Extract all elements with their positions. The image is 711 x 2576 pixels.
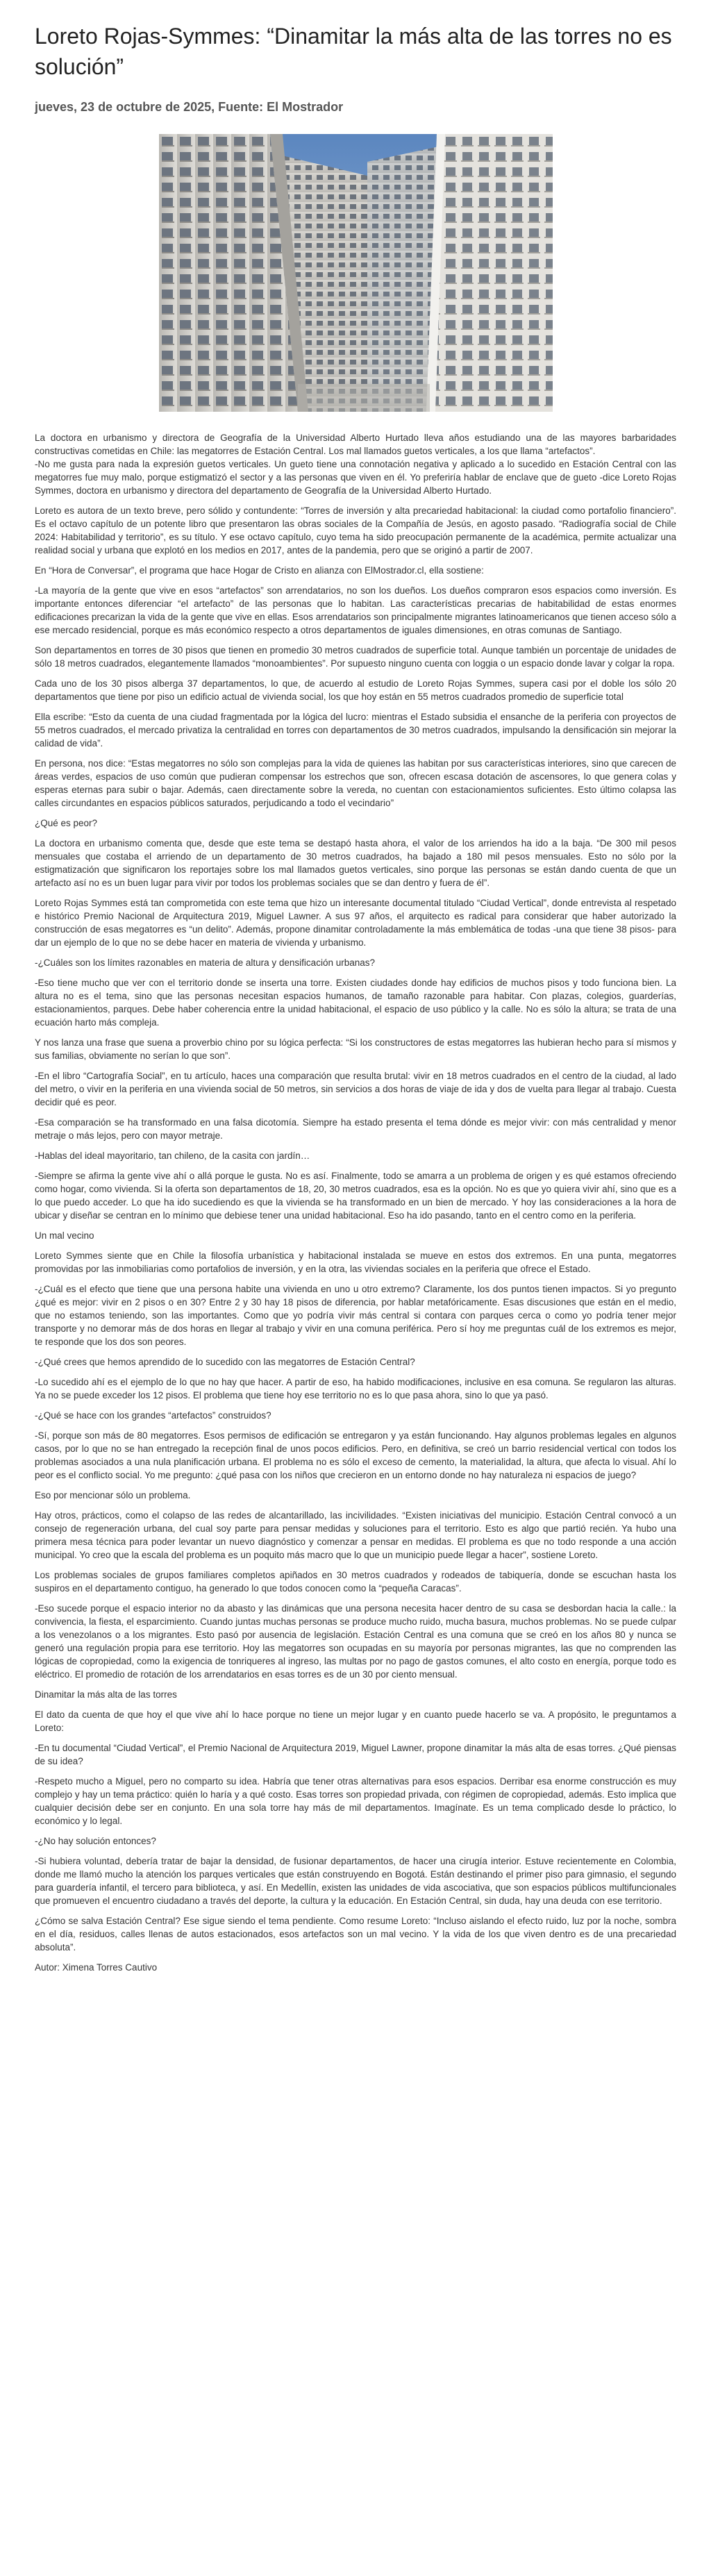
- article-paragraph: -¿Cuáles son los límites razonables en materia de altura y densificación urbanas?: [35, 957, 376, 968]
- article-paragraph: Hay otros, prácticos, como el colapso de las redes de alcantarillado, las incivilidades. “Existen iniciativas del municipio. Estación Central convocó a un consejo de regeneración urbana, del cual soy parte para pensar medidas y soluciones para el territorio. Esto es algo que partió recién. Ya hubo una primera mesa técnica para poder levantar un nuevo diagnóstico y comenzar a pensar en medidas. El problema es que no todo responde a una acción municipal. Yo creo que la escala del problema es un poquito más macro que lo que un municipio puede llegar a hacer”, sostiene Loreto.: [35, 1510, 676, 1560]
- article-paragraph: -Eso sucede porque el espacio interior no da abasto y las dinámicas que una persona necesita hacer dentro de su casa se desbordan hacia la calle.: la convivencia, la fiesta, el esparcimiento. Cuando juntas muchas personas se produce mucho ruido, mucha basura, muchos problemas. No se puede culpar a los venezolanos o a los migrantes. Esto pasó por ausencia de legislación. Estación Central es una comuna que se creó en los años 80 y nunca se generó una regulación propia para ese territorio. Hoy las megatorres son ocupadas en su mayoría por personas migrantes, las que no comprenden las lógicas de copropiedad, como la exigencia de tonriqueres al ingreso, las multas por no pago de gastos comunes, el alto costo en energía, porque todo es eléctrico. El promedio de rotación de los arrendatarios en esas torres es de un 30 por ciento mensual.: [35, 1603, 676, 1680]
- article-paragraph: -Si hubiera voluntad, debería tratar de bajar la densidad, de fusionar departamentos, de hacer una cirugía interior. Estuve recientemente en Colombia, donde me llamó mucho la atención los parques verticales que están construyendo en Bogotá. Están destinando el primer piso para gimnasio, el segundo para guardería infantil, el tercero para biblioteca, y así. En Medellín, existen las unidades de vida ascociativa, que son espacios públicos multifuncionales que promueven el encuentro ciudadano a través del deporte, la cultura y la educación. En Estación Central, sin duda, hay una deuda con ese territorio.: [35, 1856, 676, 1906]
- article-paragraph: La doctora en urbanismo comenta que, desde que este tema se destapó hasta ahora, el valor de los arriendos ha ido a la baja. “De 300 mil pesos mensuales que costaba el arriendo de un departamento de 30 metros cuadrados, ha bajado a 180 mil pesos mensuales. Esto no sólo por la estigmatización que significaron los reportajes sobre los mal llamados guetos verticales, sino porque las personas se están dando cuenta de que un artefacto así no es un buen lugar para vivir por todos los problemas sociales que se dan dentro y fuera de él”.: [35, 838, 676, 888]
- article-paragraph: Cada uno de los 30 pisos alberga 37 departamentos, lo que, de acuerdo al estudio de Loreto Rojas Symmes, supera casi por el doble los sólo 20 departamentos que tiene por piso un edificio actual de vivienda social, los que hoy están en 55 metros cuadrados promedio de superficie total: [35, 678, 676, 702]
- article-author: Autor: Ximena Torres Cautivo: [35, 1962, 158, 1973]
- article-paragraph: -No me gusta para nada la expresión guetos verticales. Un gueto tiene una connotación negativa y aplicado a lo sucedido en Estación Central con las megatorres fue muy malo, porque estigmatizó el sector y a las personas que viven en él. Yo preferiría hablar de enclave que de gueto -dice Loreto Rojas Symmes, doctora en urbanismo y directora del departamento de Geografía de la Universidad Alberto Hurtado.: [35, 459, 676, 496]
- article-paragraph: ¿Cómo se salva Estación Central? Ese sigue siendo el tema pendiente. Como resume Loreto: “Incluso aislando el efecto ruido, luz por la noche, sombra en el día, residuos, calles llenas de autos estacionados, esos artefactos son un mal vecino. Y la vida de los que viven dentro es de una precariedad absoluta”.: [35, 1916, 676, 1952]
- article-paragraph: En persona, nos dice: “Estas megatorres no sólo son complejas para la vida de quienes las habitan por sus características interiores, sino que carecen de áreas verdes, espacios de uso común que pudieran compensar los estrechos que son, ofrecen escasa dotación de ascensores, lo que genera colas y esperas eternas para subir o bajar. Además, caen directamente sobre la vereda, no cuentan con estacionamientos suficientes. Esto último colapsa las calles circundantes en espacios públicos saturados, perjudicando a todo el vecindario”: [35, 758, 676, 808]
- article-paragraph: -Respeto mucho a Miguel, pero no comparto su idea. Habría que tener otras alternativas para esos espacios. Derribar esa enorme construcción es muy complejo y hay un tema práctico: quién lo haría y a qué costo. Esas torres son propiedad privada, con régimen de copropiedad, además. Esto implica que cualquier decisión debe ser en conjunto. En una sola torre hay más de mil departamentos. Imagínate. Es un tema complicado desde lo práctico, lo económico y lo legal.: [35, 1776, 676, 1826]
- article-paragraph: El dato da cuenta de que hoy el que vive ahí lo hace porque no tiene un mejor lugar y en cuanto puede hacerlo se va. A propósito, le preguntamos a Loreto:: [35, 1709, 676, 1733]
- photo-courtyard: [298, 384, 430, 412]
- article-paragraph: -La mayoría de la gente que vive en esos “artefactos” son arrendatarios, no son los dueños. Los dueños compraron esos espacios como inversión. Es importante entonces diferenciar “el artefacto” de las personas que lo habitan. Las características precarias de habitabilidad de estas enormes edificaciones precarizan la vida de la gente que vive en ellas. Esos arrendatarios son principalmente migrantes latinoamericanos que tienen acceso sólo a ese mercado residencial, porque es más económico respecto a otros departamentos de iguales dimensiones, en otras comunas de Santiago.: [35, 585, 676, 635]
- article-paragraph: La doctora en urbanismo y directora de Geografía de la Universidad Alberto Hurtado lleva años estudiando una de las mayores barbaridades constructivas cometidas en Chile: las megatorres de Estación Central. Los mal llamados guetos verticales, a los que llama “artefactos”.: [35, 433, 676, 456]
- article-photo: [159, 134, 553, 412]
- article-body: [35, 431, 676, 1954]
- article-paragraph: Loreto es autora de un texto breve, pero sólido y contundente: “Torres de inversión y alta precariedad habitacional: la ciudad como portafolio financiero”. Es el octavo capítulo de un potente libro que presentaron las obras sociales de la Compañía de Jesús, en agosto pasado. “Radiografía social de Chile 2024: Habitabilidad y territorio”, es su título. Y ese octavo capítulo, cuyo tema ha sido preocupación permanente de la académica, permite actualizar una realidad social y urbana que explotó en los medios en 2017, antes de la pandemia, pero que se originó a partir de 2007.: [35, 505, 676, 555]
- article-paragraph: -¿Qué crees que hemos aprendido de lo sucedido con las megatorres de Estación Central?: [35, 1357, 415, 1367]
- article-paragraph: -En tu documental “Ciudad Vertical”, el Premio Nacional de Arquitectura 2019, Miguel Lawner, propone dinamitar la más alta de esas torres. ¿Qué piensas de su idea?: [35, 1743, 676, 1766]
- article-paragraph: -¿Cuál es el efecto que tiene que una persona habite una vivienda en uno u otro extremo? Claramente, los dos puntos tienen impactos. Si yo pregunto ¿qué es mejor: vivir en 2 pisos o en 30? Entre 2 y 30 hay 18 pisos de diferencia, por hablar metafóricamente. Esas discusiones que están en el medio, que no estamos teniendo, son las importantes. Como que yo podría vivir más central si contara con parques cerca o como yo podría tener mejor transporte y no demorar más de dos horas en llegar al trabajo y vivir en una comuna periférica. Pero sí hoy me preguntas cuál de los extremos es mejor, te responde que los dos son peores.: [35, 1284, 676, 1347]
- article-paragraph: Un mal vecino: [35, 1230, 94, 1241]
- article-paragraph: Dinamitar la más alta de las torres: [35, 1689, 177, 1700]
- article-paragraph: -Eso tiene mucho que ver con el territorio donde se inserta una torre. Existen ciudades donde hay edificios de muchos pisos y todo funciona bien. La altura no es el tema, sino que las personas necesitan espacios humanos, de tamaño razonable para habitar. Con plazas, colegios, guarderías, estacionamientos, parques. Debe haber coherencia entre la unidad habitacional, el espacio de uso público y la calle. No es sólo la altura; se trata de una ecuación harto más compleja.: [35, 978, 676, 1028]
- article-paragraph: -Lo sucedido ahí es el ejemplo de lo que no hay que hacer. A partir de eso, ha habido modificaciones, inclusive en esa comuna. Se regularon las alturas. Ya no se puede exceder los 12 pisos. El problema que tiene hoy ese territorio no es lo que pasa ahora, sino lo que ya pasó.: [35, 1377, 676, 1400]
- article-paragraph: Eso por mencionar sólo un problema.: [35, 1490, 191, 1500]
- article-paragraph: -En el libro “Cartografía Social”, en tu artículo, haces una comparación que resulta brutal: vivir en 18 metros cuadrados en el centro de la ciudad, al lado del metro, o vivir en la periferia en una vivienda social de 50 metros, sin servicios a dos horas de viaje de ida y dos de vuelta para llegar al trabajo. Cuesta decidir qué es peor.: [35, 1071, 676, 1107]
- article-dateline: jueves, 23 de octubre de 2025, Fuente: El Mostrador: [35, 100, 344, 114]
- article-paragraph: -¿No hay solución entonces?: [35, 1836, 156, 1846]
- article-paragraph: Loreto Rojas Symmes está tan comprometida con este tema que hizo un interesante documental titulado “Ciudad Vertical”, donde entrevista al respetado e histórico Premio Nacional de Arquitectura 2019, Miguel Lawner. A sus 97 años, el arquitecto es radical para considerar que haber autorizado la construcción de esas megatorres es “un delito”. Además, propone dinamitar controladamente la más emblemática de todas -una que tiene 38 pisos- para dar un ejemplo de lo que no se debe hacer en materia de vivienda y urbanismo.: [35, 898, 676, 948]
- article-paragraph: Loreto Symmes siente que en Chile la filosofía urbanística y habitacional instalada se mueve en estos dos extremos. En una punta, megatorres promovidas por las inmobiliarias como portafolios de inversión, y en la otra, las viviendas sociales en la periferia que ofrece el Estado.: [35, 1251, 676, 1274]
- article-paragraph: -¿Qué se hace con los grandes “artefactos” construidos?: [35, 1410, 271, 1421]
- article-paragraph: En “Hora de Conversar”, el programa que hace Hogar de Cristo en alianza con ElMostrador.cl, ella sostiene:: [35, 565, 484, 576]
- article-paragraph: -Siempre se afirma la gente vive ahí o allá porque le gusta. No es así. Finalmente, todo se amarra a un problema de origen y es qué estamos ofreciendo como hogar, como vivienda. Si la oferta son departamentos de 18, 20, 30 metros cuadrados, esa es la opción. No es que yo quiera vivir ahí, sino que es a lo que puedo acceder. Lo que ha ido sucediendo es que la vivienda se ha transformado en un bien de mercado. Y hoy las consideraciones a la hora de ubicar y diseñar se centran en lo mínimo que debiese tener una unidad habitacional. Eso ha ido pasando, tanto en el centro como en la periferia.: [35, 1171, 676, 1221]
- article-paragraph: Y nos lanza una frase que suena a proverbio chino por su lógica perfecta: “Si los constructores de estas megatorres las hubieran hecho para sí mismos y sus familias, obviamente no serían lo que son”.: [35, 1037, 676, 1061]
- article-paragraph: -Sí, porque son más de 80 megatorres. Esos permisos de edificación se entregaron y ya están funcionando. Hay algunos problemas legales en algunos casos, por lo que no se han entregado la recepción final de unos pocos edificios. Pero, en definitiva, se creó un barrio residencial vertical con todos los problemas asociados a una nula planificación urbana. El problema no es sólo el exceso de cemento, la materialidad, la altura, que afecta lo visual. Ahí lo peor es el conflicto social. Yo me pregunto: ¿qué pasa con los niños que crecieron en un entorno donde no hay naturaleza ni espacios de juego?: [35, 1430, 676, 1480]
- article-paragraph: -Esa comparación se ha transformado en una falsa dicotomía. Siempre ha estado presenta el tema dónde es mejor vivir: con más centralidad y menor metraje o más lejos, pero con mayor metraje.: [35, 1117, 676, 1141]
- article-paragraph: Ella escribe: “Esto da cuenta de una ciudad fragmentada por la lógica del lucro: mientras el Estado subsidia el ensanche de la periferia con proyectos de 55 metros cuadrados, el mercado privatiza la centralidad en torres con departamentos de 30 metros cuadrados, impulsando la densificación sin mejorar la calidad de vida”.: [35, 712, 676, 748]
- photo-tower-right: [426, 134, 553, 412]
- article-paragraph: -Hablas del ideal mayoritario, tan chileno, de la casita con jardín…: [35, 1151, 310, 1161]
- article-title: Loreto Rojas-Symmes: “Dinamitar la más alta de las torres no es solución”: [35, 24, 672, 79]
- article-paragraph: ¿Qué es peor?: [35, 818, 98, 828]
- article-paragraph: Los problemas sociales de grupos familiares completos apiñados en 30 metros cuadrados y rodeados de tabiquería, donde se escuchan hasta los suspiros en el departamento contiguo, ha generado lo que todos conocen como la “pequeña Caracas”.: [35, 1570, 676, 1594]
- article-paragraph: Son departamentos en torres de 30 pisos que tienen en promedio 30 metros cuadrados de superficie total. Aunque también un porcentaje de unidades de sólo 18 metros cuadrados, elegantemente llamados “monoambientes”. Por supuesto ninguno cuenta con loggia o un espacio donde lavar y colgar la ropa.: [35, 645, 676, 669]
